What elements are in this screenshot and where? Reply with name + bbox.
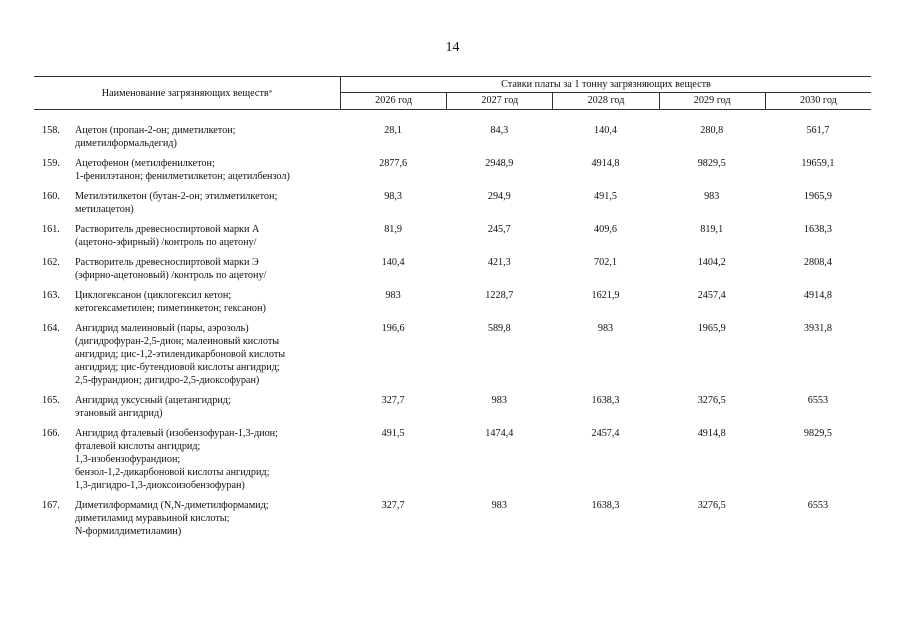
header-name-footnote-mark: * — [268, 88, 273, 97]
table-header — [34, 76, 871, 110]
page-number: 14 — [445, 40, 460, 55]
row-number: 163. — [42, 290, 60, 301]
header-year: 2030 год — [799, 95, 837, 106]
rate-values — [340, 256, 871, 282]
pollutant-name: Метилэтилкетон (бутан-2-он; этилметилкетон; метилацетон) — [75, 191, 278, 215]
rate-value: 1638,3 — [591, 500, 620, 511]
rate-value: 6553 — [807, 500, 829, 511]
rate-value: 983 — [491, 500, 507, 511]
rate-value: 140,4 — [381, 257, 405, 268]
row-number: 167. — [42, 500, 60, 511]
header-years — [341, 93, 871, 109]
rate-value: 327,7 — [381, 500, 405, 511]
rate-value: 280,8 — [700, 125, 724, 136]
rate-value: 1228,7 — [485, 290, 514, 301]
table-row — [34, 157, 871, 183]
rate-value: 2457,4 — [697, 290, 726, 301]
rate-value: 983 — [704, 191, 720, 202]
rate-value: 3276,5 — [697, 500, 726, 511]
table-row — [34, 499, 871, 538]
rate-value: 4914,8 — [591, 158, 620, 169]
rate-value: 421,3 — [487, 257, 511, 268]
pollutant-name: Ацетофенон (метилфенилкетон; 1-фенилэтанон; фенилметилкетон; ацетилбензол) — [75, 158, 290, 182]
rate-value: 1965,9 — [697, 323, 726, 334]
rate-value: 84,3 — [490, 125, 509, 136]
table-row — [34, 190, 871, 216]
rate-value: 4914,8 — [803, 290, 832, 301]
rate-value: 3276,5 — [697, 395, 726, 406]
rate-value: 196,6 — [381, 323, 405, 334]
rate-value: 983 — [385, 290, 401, 301]
rate-value: 98,3 — [384, 191, 403, 202]
rate-value: 983 — [491, 395, 507, 406]
rate-value: 2457,4 — [591, 428, 620, 439]
row-number: 165. — [42, 395, 60, 406]
table-row — [34, 322, 871, 387]
pollutant-name: Ангидрид малеиновый (пары, аэрозоль) (дигидрофуран-2,5-дион; малеиновый кислоты ангидрид; цис-1,2-этилендикарбоновой кислоты ангидрид; цис-бутендиовой кислоты ангидрид; 2,5-фурандион; дигидро-2,5-диоксофуран) — [75, 323, 286, 386]
rate-value: 2808,4 — [803, 257, 832, 268]
rate-value: 4914,8 — [697, 428, 726, 439]
rates-table — [34, 76, 871, 545]
table-row — [34, 394, 871, 420]
rate-value: 491,5 — [594, 191, 617, 202]
rate-value: 983 — [597, 323, 614, 334]
header-year: 2028 год — [553, 93, 659, 109]
table-row — [34, 124, 871, 150]
header-name-label: Наименование загрязняющих веществ — [101, 87, 269, 99]
rate-value: 409,6 — [594, 224, 617, 235]
rate-value: 1621,9 — [591, 290, 620, 301]
row-number: 158. — [42, 125, 60, 136]
rate-value: 1638,3 — [803, 224, 832, 235]
rate-values — [340, 499, 871, 538]
rate-value: 2948,9 — [485, 158, 514, 169]
rate-value: 819,1 — [700, 224, 724, 235]
rate-values — [340, 223, 871, 249]
rate-value: 140,4 — [594, 125, 617, 136]
pollutant-name: Ацетон (пропан-2-он; диметилкетон; диметилформальдегид) — [75, 125, 236, 149]
pollutant-name: Ангидрид фталевый (изобензофуран-1,3-дион; фталевой кислоты ангидрид; 1,3-изобензофурандион; бензол-1,2-дикарбоновой кислоты ангидрид; 1,3-дигидро-1,3-диоксоизобензофуран) — [75, 428, 278, 491]
rate-value: 3931,8 — [803, 323, 832, 334]
rate-values — [340, 427, 871, 492]
rate-values — [340, 322, 871, 387]
header-name-column — [34, 77, 341, 109]
row-number: 161. — [42, 224, 60, 235]
header-year: 2027 год — [447, 93, 553, 109]
table-body — [34, 110, 871, 538]
row-number: 164. — [42, 323, 60, 334]
rate-value: 1474,4 — [485, 428, 514, 439]
rate-values — [340, 124, 871, 150]
rate-value: 9829,5 — [803, 428, 832, 439]
rate-values — [340, 394, 871, 420]
row-number: 162. — [42, 257, 60, 268]
header-year: 2029 год — [660, 93, 766, 109]
row-number: 166. — [42, 428, 60, 439]
row-number: 159. — [42, 158, 60, 169]
table-row — [34, 427, 871, 492]
table-row — [34, 223, 871, 249]
rate-value: 81,9 — [384, 224, 403, 235]
rate-value: 245,7 — [487, 224, 511, 235]
rate-value: 327,7 — [381, 395, 405, 406]
pollutant-name: Диметилформамид (N,N-диметилформамид; диметиламид муравьиной кислоты; N-формилдиметиламин) — [75, 500, 269, 537]
pollutant-name: Ангидрид уксусный (ацетангидрид; этановый ангидрид) — [75, 395, 231, 419]
rate-value: 702,1 — [594, 257, 617, 268]
rate-value: 6553 — [807, 395, 829, 406]
rate-value: 561,7 — [806, 125, 830, 136]
rate-value: 1638,3 — [591, 395, 620, 406]
rate-value: 28,1 — [384, 125, 403, 136]
row-number: 160. — [42, 191, 60, 202]
rate-values — [340, 289, 871, 315]
pollutant-name: Растворитель древесноспиртовой марки Э (эфирно-ацетоновый) /контроль по ацетону/ — [75, 257, 267, 281]
rate-values — [340, 190, 871, 216]
rate-value: 2877,6 — [379, 158, 408, 169]
rate-values — [340, 157, 871, 183]
pollutant-name: Растворитель древесноспиртовой марки А (ацетоно-эфирный) /контроль по ацетону/ — [75, 224, 260, 248]
table-row — [34, 289, 871, 315]
header-rates-title: Ставки платы за 1 тонну загрязняющих веществ — [341, 77, 871, 93]
rate-value: 294,9 — [487, 191, 511, 202]
rate-value: 491,5 — [381, 428, 405, 439]
rate-value: 19659,1 — [801, 158, 835, 169]
rate-value: 589,8 — [487, 323, 511, 334]
rate-value: 9829,5 — [697, 158, 726, 169]
rate-value: 1404,2 — [697, 257, 726, 268]
table-row — [34, 256, 871, 282]
pollutant-name: Циклогексанон (циклогексил кетон; кетогексаметилен; пиметинкетон; гексанон) — [75, 290, 266, 314]
header-year: 2026 год — [341, 93, 447, 109]
rate-value: 1965,9 — [803, 191, 832, 202]
